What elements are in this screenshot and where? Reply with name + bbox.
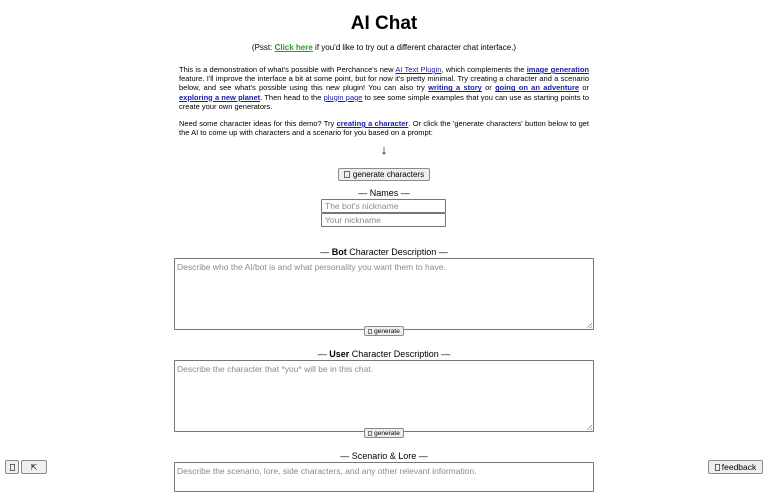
link-going-on-an-adventure[interactable]: going on an adventure (495, 83, 580, 93)
intro-text-2: , which complements the (441, 65, 527, 74)
intro-text-1: This is a demonstration of what's possible with Perchance's new (179, 65, 396, 74)
intro-text-6: . Then head to the (260, 92, 324, 102)
link-writing-a-story[interactable]: writing a story (428, 83, 482, 93)
intro-text-7: to see some simple examples that you can use as starting points to create your own generators. (179, 92, 589, 111)
sparkle-icon (715, 464, 720, 471)
generate-user-label: generate (374, 429, 400, 437)
psst-prefix: (Psst: (251, 43, 275, 52)
psst-note (0, 42, 768, 53)
bot-label-bold: Bot (331, 247, 347, 257)
sparkle-icon (368, 329, 372, 334)
sparkle-icon (344, 171, 350, 178)
user-nickname-input[interactable]: Your nickname (321, 213, 446, 227)
bot-label-suffix: Character Description — (346, 247, 448, 257)
scenario-textarea[interactable] (174, 462, 594, 492)
generate-characters-label: generate characters (352, 170, 425, 179)
intro-text-5: or (579, 83, 590, 93)
box-icon (10, 464, 15, 471)
resize-grip-icon[interactable] (586, 424, 592, 430)
user-label-suffix: Character Description — (349, 349, 451, 359)
user-description-label (0, 349, 768, 360)
box-button[interactable] (5, 460, 19, 474)
expand-button[interactable] (21, 460, 47, 474)
generate-characters-button[interactable] (338, 168, 430, 181)
user-description-textarea[interactable] (174, 360, 594, 432)
page-title: AI Chat (350, 13, 418, 34)
scenario-label: — Scenario & Lore — (340, 451, 428, 461)
user-description-placeholder: Describe the character that *you* will be in this chat. (177, 364, 374, 374)
bot-nickname-input[interactable]: The bot's nickname (321, 199, 446, 213)
ideas-text-2: . Or click the 'generate characters' button below to get the AI to come up with characters and a scenario for you based on a prompt: (179, 119, 589, 138)
intro-text-3: feature. I'll improve the interface a bit at some point, but for now it's pretty minimal. Try creating a character and a scenario below, and see what's possible using this new plugin! You can also try (179, 74, 589, 93)
ideas-text-1: Need some character ideas for this demo? Try (179, 119, 337, 128)
down-arrow-icon: ↓ (380, 142, 388, 157)
psst-suffix: if you'd like to try out a different character chat interface.) (312, 43, 517, 52)
feedback-label: feedback (721, 462, 757, 472)
intro-text-4: or (481, 83, 496, 93)
bot-description-textarea[interactable] (174, 258, 594, 330)
link-exploring-a-new-planet[interactable]: exploring a new planet (179, 92, 261, 102)
scenario-placeholder: Describe the scenario, lore, side characters, and any other relevant information. (177, 466, 477, 476)
intro-paragraph (179, 65, 589, 111)
user-label-bold: User (329, 349, 350, 359)
expand-icon: ⇱ (30, 462, 38, 472)
bot-description-placeholder: Describe who the AI/bot is and what personality you want them to have. (177, 262, 446, 272)
link-ai-text-plugin[interactable]: AI Text Plugin (395, 65, 442, 74)
generate-bot-label: generate (374, 327, 400, 335)
link-creating-a-character[interactable]: creating a character (336, 119, 409, 128)
bot-label-prefix: — (320, 247, 332, 257)
resize-grip-icon[interactable] (586, 322, 592, 328)
link-plugin-page[interactable]: plugin page (323, 92, 363, 102)
generate-bot-description-button[interactable] (364, 326, 404, 336)
generate-user-description-button[interactable] (364, 428, 404, 438)
user-label-prefix: — (317, 349, 330, 359)
ideas-paragraph (179, 119, 589, 137)
bot-description-label (0, 247, 768, 258)
feedback-button[interactable] (708, 460, 763, 474)
names-label: — Names — (358, 188, 410, 198)
sparkle-icon (368, 431, 372, 436)
link-image-generation[interactable]: image generation (526, 65, 589, 74)
psst-link[interactable]: Click here (274, 43, 313, 52)
